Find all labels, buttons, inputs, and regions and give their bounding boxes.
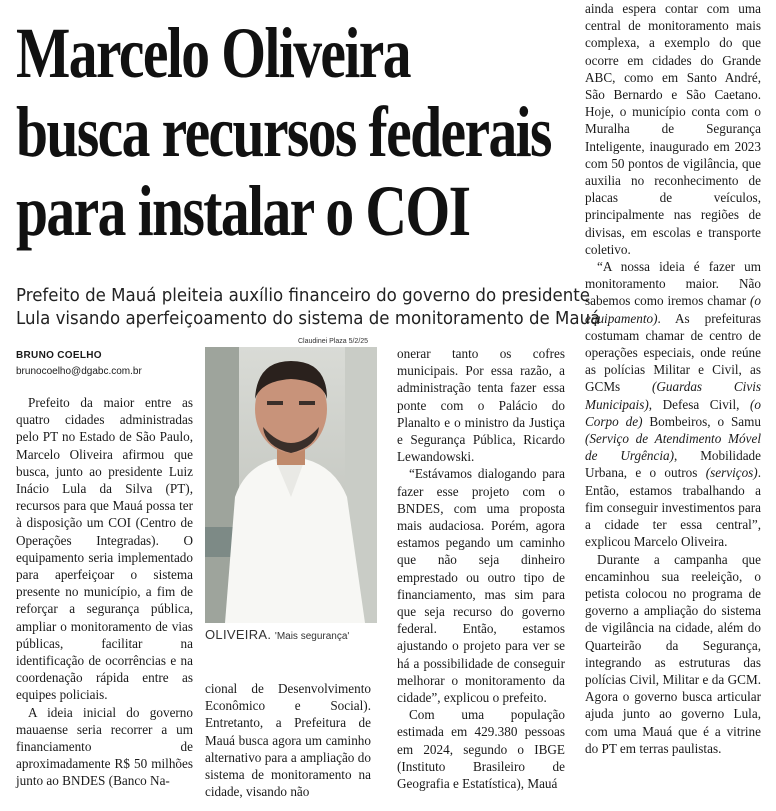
italic-run: (Guardas Civis Municipais)	[585, 379, 761, 412]
paragraph: Com uma população estimada em 429.380 pessoas em 2024, segundo o IBGE (Instituto Brasileiro de Geografia e Estatística), Mauá	[397, 707, 565, 792]
portrait-photo	[205, 347, 377, 623]
article-column-1	[16, 394, 193, 790]
text-run: Bombeiros, o Samu	[642, 413, 761, 429]
article-column-2	[205, 680, 371, 800]
subheadline-line-2: Lula visando aperfeiçoamento do sistema de monitoramento de Mauá	[16, 309, 601, 329]
italic-run: (o Corpo de)	[585, 396, 761, 429]
portrait-illustration	[205, 347, 377, 623]
author-email[interactable]: brunocoelho@dgabc.com.br	[16, 366, 142, 377]
subheadline-line-1: Prefeito de Mauá pleiteia auxílio financeiro do governo do presidente	[16, 286, 591, 306]
text-run: , Mobilidade Urbana, e o outros	[585, 448, 761, 481]
paragraph: “Estávamos dialogando para fazer esse projeto com o BNDES, com uma proposta mais audaciosa. Porém, agora estamos pegando um caminho que não seja dinheiro emprestado ou outro tipo de financiamento, mas sim para que seja recurso do governo federal. Então, estamos ajustando o projeto para ver se há a possibilidade de conseguir melhorar o monitoramento da cidade”, explicou o prefeito.	[397, 466, 565, 706]
headline-line-2: busca recursos federais	[16, 92, 551, 172]
article-column-3	[397, 345, 565, 792]
headline	[16, 13, 551, 251]
caption-name: OLIVEIRA.	[205, 627, 272, 642]
caption-quote: 'Mais segurança'	[274, 631, 350, 642]
photo-credit: Claudinei Plaza 5/2/25	[298, 338, 369, 345]
paragraph: A ideia inicial do governo mauaense seria recorrer a um financiamento de aproximadamente R$ 50 milhões junto ao BNDES (Banco Na-	[16, 704, 193, 789]
headline-line-3: para instalar o COI	[16, 171, 470, 251]
italic-run: (serviços)	[705, 465, 758, 481]
italic-run: (o equipamento)	[585, 293, 761, 326]
text-run: , Defesa Civil,	[648, 396, 750, 412]
paragraph-quote	[585, 258, 761, 550]
text-run: . Então, estamos trabalhando a fim conseguir investimentos para a cidade ter essa central”, explicou Marcelo Oliveira.	[585, 465, 761, 550]
text-run: “A nossa ideia é fazer um monitoramento maior. Não sabemos como iremos chamar	[585, 259, 761, 309]
text-run: . As prefeituras costumam chamar de centro de operações especiais, onde reúne as polícias Militar e Civil, as GCMs	[585, 310, 761, 395]
article-column-4	[585, 0, 761, 757]
headline-line-1: Marcelo Oliveira	[16, 13, 410, 93]
paragraph: Prefeito da maior entre as quatro cidades administradas pelo PT no Estado de São Paulo, Marcelo Oliveira afirmou que busca, junto ao presidente Luiz Inácio Lula da Silva (PT), recursos para que Mauá possa ter à disposição um COI (Centro de Operações Integradas). O equipamento seria implementado para aperfeiçoar o sistema presente no município, a fim de reforçar a segurança pública, ampliar o monitoramento de vias públicas, facilitar na identificação de ocorrências e na coordenação rápida entre as equipes policiais.	[16, 395, 193, 703]
paragraph: Durante a campanha que encaminhou sua reeleição, o petista colocou no programa de governo a ampliação do sistema de vigilância na cidade, além do Quarteirão da Segurança, integrando as estruturas das polícias Civil, Militar e da GCM. Agora o governo busca articular ajuda junto ao governo Lula, com uma Mauá que é a vitrine do PT em terras paulistas.	[585, 551, 761, 756]
subheadline	[16, 285, 601, 331]
author-byline: BRUNO COELHO	[16, 350, 102, 361]
photo-caption	[205, 627, 349, 642]
paragraph: cional de Desenvolvimento Econômico e Social). Entretanto, a Prefeitura de Mauá busca agora um caminho alternativo para a ampliação do sistema de monitoramento na cidade, visando não	[205, 681, 371, 800]
italic-run: (Serviço de Atendimento Móvel de Urgência)	[585, 431, 761, 464]
paragraph: ainda espera contar com uma central de monitoramento mais complexa, a exemplo do que ocorre em cidades do Grande ABC, como em Santo André, São Bernardo e São Caetano. Hoje, o município conta com o Muralha de Segurança Inteligente, inaugurado em 2023 com 50 pontos de vigilância, que auxilia no reconhecimento de placas de veículos, principalmente nas regiões de divisas, em escolas e transporte coletivo.	[585, 1, 761, 257]
paragraph: onerar tanto os cofres municipais. Por essa razão, a administração tenta fazer essa ponte com o Palácio do Planalto e o ministro da Justiça e Segurança Pública, Ricardo Lewandowski.	[397, 346, 565, 465]
